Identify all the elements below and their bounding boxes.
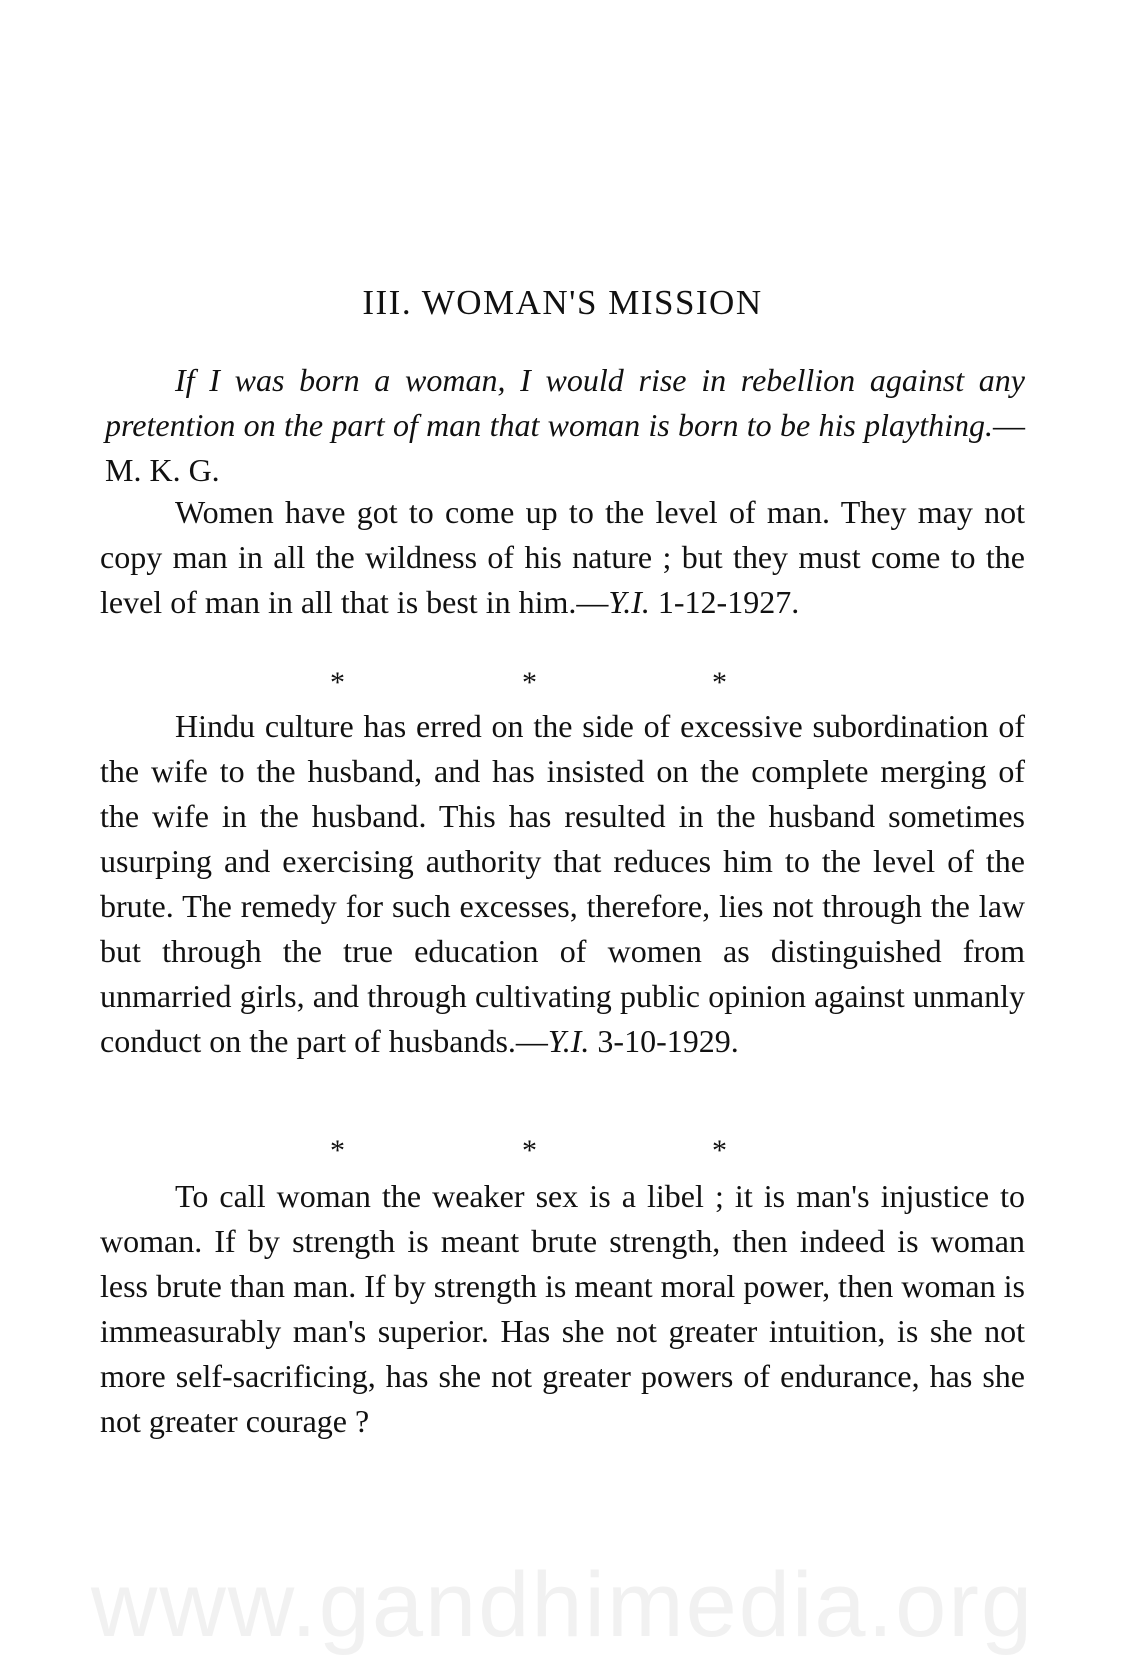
chapter-title: III. WOMAN'S MISSION	[362, 283, 763, 322]
paragraph-text: Hindu culture has erred on the side of excessive subordination of the wife to the husband, and has insisted on the complete merging of the wife in the husband. This has resulted in the husband sometimes usurping and exercising authority that reduces him to the level of the brute. The remedy for such excesses, therefore, lies not through the law but through the true education of women as distinguished from unmarried girls, and through cultivating public opinion against unmanly conduct on the part of husbands.—	[100, 708, 1025, 1059]
separator-star: *	[712, 666, 727, 699]
separator-star: *	[330, 1134, 345, 1167]
epigraph-text: If I was born a woman, I would rise in rebellion against any pretention on the part of man that woman is born to be his plaything.	[105, 362, 1025, 443]
citation-date: 1-12-1927.	[657, 584, 800, 620]
citation-source: Y.I.	[547, 1023, 590, 1059]
watermark: www.gandhimedia.org	[90, 1554, 1035, 1656]
separator-star: *	[712, 1134, 727, 1167]
separator-star: *	[522, 666, 537, 699]
paragraph-text: Women have got to come up to the level of man. They may not copy man in all the wildness of his nature ; but they must come to the level of man in all that is best in him.—	[100, 494, 1025, 620]
epigraph	[105, 358, 1025, 493]
citation-date: 3-10-1929.	[597, 1023, 739, 1059]
epigraph-signature: —M. K. G.	[105, 407, 1025, 488]
paragraph-3	[100, 1174, 1025, 1444]
separator-star: *	[522, 1134, 537, 1167]
citation-source: Y.I.	[608, 584, 650, 620]
paragraph-text: To call woman the weaker sex is a libel ; it is man's injustice to woman. If by strength is meant brute strength, then indeed is woman less brute than man. If by strength is meant moral power, then woman is immeasurably man's superior. Has she not greater intuition, is she not more self-sacrificing, has she not greater powers of endurance, has she not greater courage ?	[100, 1178, 1025, 1439]
separator-star: *	[330, 666, 345, 699]
paragraph-1	[100, 490, 1025, 625]
paragraph-2	[100, 704, 1025, 1064]
